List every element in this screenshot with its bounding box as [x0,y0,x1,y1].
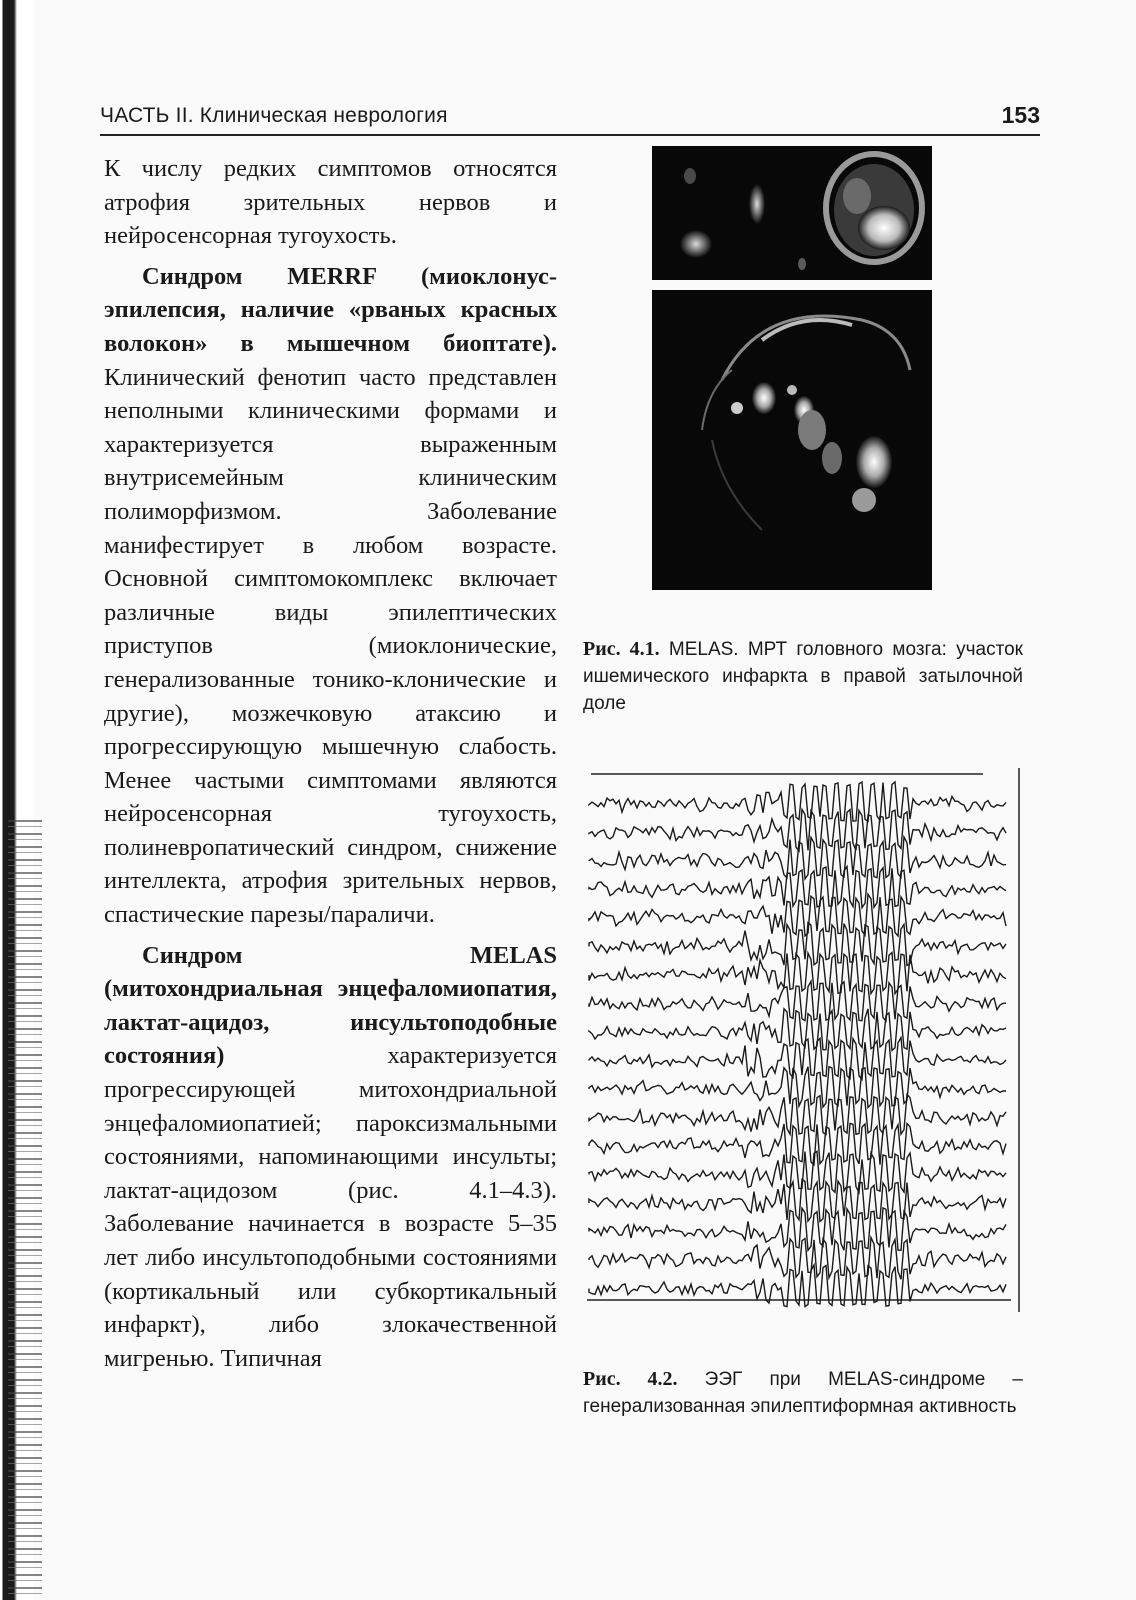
eeg-channel-trace [589,782,1006,822]
eeg-channel-trace [589,810,1006,852]
eeg-channel-trace [589,1179,1006,1221]
page-number: 153 [1001,102,1040,128]
eeg-channel-trace [589,1208,1006,1250]
eeg-channel-trace [589,867,1006,908]
figure-4-1-label: Рис. 4.1. [583,638,660,660]
merrf-heading: Синдром MERRF (миоклонус-эпилепсия, наличие «рваных красных волокон» в мышечном биоптате). [104,262,557,357]
figure-4-1-text: MELAS. МРТ головного мозга: участок ишемического инфаркта в правой затылочной доле [583,639,1023,714]
eeg-channel-trace [589,1094,1006,1134]
scan-artifact [8,820,42,1600]
paragraph-melas [104,939,557,1376]
mri-image-top [652,146,932,280]
section-title: ЧАСТЬ II. Клиническая неврология [100,104,448,127]
eeg-channel-trace [589,894,1006,936]
eeg-channel-trace [589,1038,1006,1080]
eeg-channel-trace [589,1151,1006,1192]
mri-image-bottom [652,290,932,590]
eeg-channel-trace [589,1238,1006,1280]
figure-4-2-label: Рис. 4.2. [583,1368,678,1390]
paragraph-rare-symptoms: К числу редких симптомов относятся атрофия зрительных нервов и нейросенсорная тугоухость. [104,155,557,250]
figure-4-2-caption [583,1366,1023,1420]
eeg-channel-trace [589,953,1006,994]
eeg-channel-trace [589,1123,1006,1165]
eeg-recording [583,760,1023,1320]
figure-4-2-text: ЭЭГ при MELAS-синдроме – генерализованная эпилептиформная активность [583,1369,1024,1417]
body-text [104,152,557,1375]
eeg-channel-trace [589,1067,1006,1108]
running-header [100,102,1040,136]
eeg-channel-trace [589,981,1006,1021]
eeg-channel-trace [589,837,1006,879]
melas-heading: Синдром MELAS (митохондриальная энцефаломиопатия, лактат-ацидоз, инсультоподобные состояния) [104,941,557,1070]
merrf-text: Клинический фенотип часто представлен неполными клиническими формами и характеризуется выраженным внутрисемейным клиническим полиморфизмом. Заболевание манифестирует в любом возрасте. Основной симптомокомплекс включает различные виды эпилептических приступов (миоклонические, генерализованные тонико-клонические и другие), мозжечковую атаксию и прогрессирующую мышечную слабость. Менее частыми симптомами являются нейросенсорная тугоухость, полиневропатический синдром, снижение интеллекта, атрофия зрительных нервов, спастические парезы/параличи. [104,363,557,929]
figure-4-1-caption [583,636,1023,717]
paragraph-merrf [104,260,557,932]
melas-text: характеризуется прогрессирующей митохондриальной энцефаломиопатией; пароксизмальными состояниями, напоминающими инсульты; лактат-ацидозом (рис. 4.1–4.3). Заболевание начинается в возрасте 5–35 лет либо инсультоподобными состояниями (кортикальный или субкортикальный инфаркт), либо злокачественной мигренью. Типичная [104,1042,557,1372]
eeg-channel-trace [589,923,1006,966]
